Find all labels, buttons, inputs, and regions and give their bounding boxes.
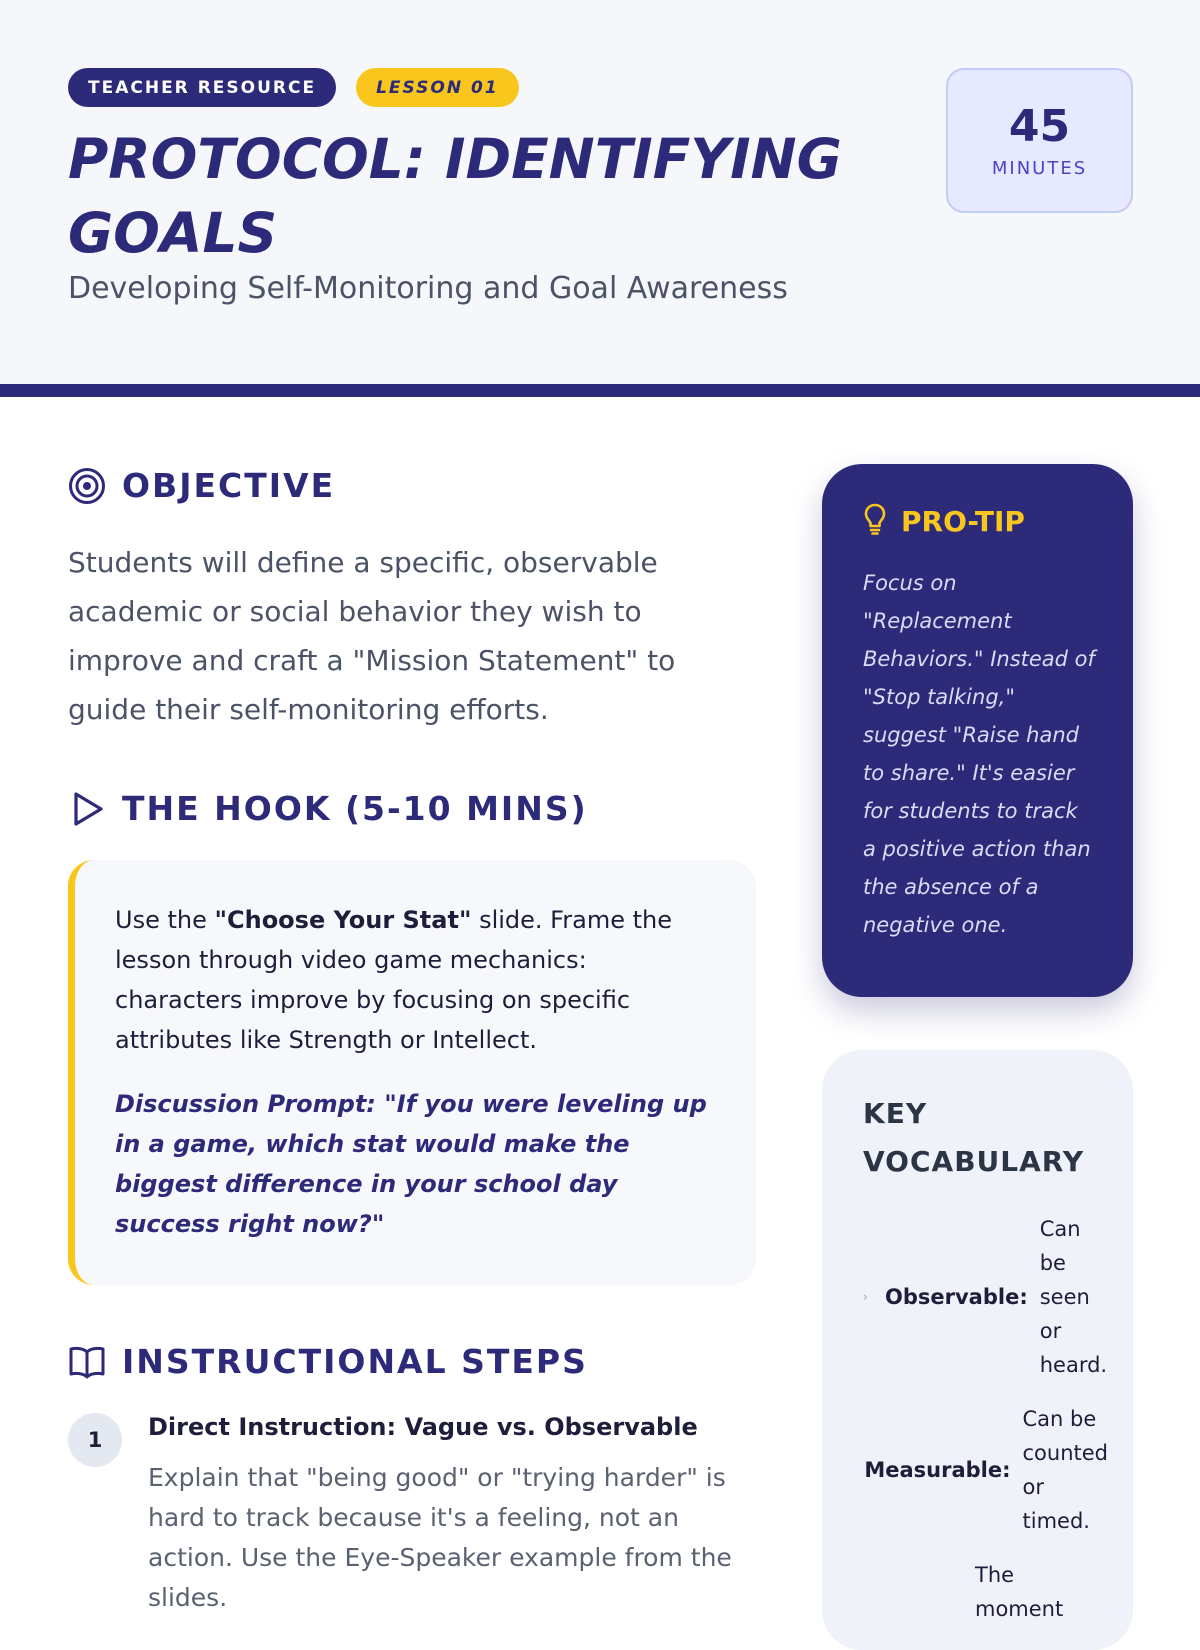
duration-unit: MINUTES (991, 158, 1088, 179)
page-subtitle: Developing Self-Monitoring and Goal Awareness (68, 271, 788, 306)
steps-heading (68, 1342, 588, 1381)
duration-value: 45 (1008, 101, 1071, 152)
key-vocabulary-card (822, 1050, 1133, 1650)
step-description-1: Explain that "being good" or "trying harder" is hard to track because it's a feeling, not an action. Use the Eye-Speaker example from the slides. (148, 1463, 732, 1612)
pro-tip-heading (863, 502, 1095, 540)
hook-heading (68, 789, 588, 828)
vocab-definition: The moment (975, 1563, 1064, 1621)
teacher-resource-badge: TEACHER RESOURCE (68, 68, 336, 107)
discussion-prompt: Discussion Prompt: "If you were leveling up in a game, which stat would make the biggest difference in your school day success right now?" (115, 1090, 707, 1238)
header-divider (0, 384, 1200, 397)
target-icon (68, 467, 106, 505)
vocab-term: Observable: (885, 1285, 1028, 1309)
vocabulary-title: KEY VOCABULARY (863, 1097, 1085, 1178)
page-header (0, 0, 1200, 385)
vocab-item (863, 1558, 1108, 1626)
vocab-term: Measurable: (864, 1458, 1011, 1482)
hook-text-before: Use the (115, 906, 215, 934)
vocab-definition: Can be counted or timed. (1022, 1407, 1108, 1533)
pro-tip-text: Focus on "Replacement Behaviors." Instead of "Stop talking," suggest "Raise hand to share." It's easier for students to track a positive action than the absence of a negative one. (863, 571, 1095, 937)
vocab-definition: Can be seen or heard. (1039, 1217, 1108, 1377)
objective-text: Students will define a specific, observable academic or social behavior they wish to improve and craft a "Mission Statement" to guide their self-monitoring efforts. (68, 546, 676, 726)
steps-heading-label: INSTRUCTIONAL STEPS (122, 1342, 588, 1381)
hook-card (68, 860, 756, 1285)
book-icon (68, 1343, 106, 1381)
pro-tip-card (822, 464, 1133, 997)
hook-slide-name: "Choose Your Stat" (214, 906, 472, 934)
hook-heading-label: THE HOOK (5-10 MINS) (122, 789, 588, 828)
vocab-item (863, 1212, 1108, 1382)
duration-box (946, 68, 1133, 213)
objective-heading (68, 466, 335, 505)
vocab-item (863, 1402, 1108, 1538)
hook-text (115, 900, 716, 1060)
objective-heading-label: OBJECTIVE (122, 466, 336, 505)
bullet-icon: › (863, 1290, 868, 1304)
step-number-1: 1 (68, 1413, 122, 1467)
pro-tip-title: PRO-TIP (901, 504, 1025, 538)
play-icon (68, 790, 106, 828)
hook-text-after: slide. Frame the lesson through video game mechanics: characters improve by focusing on specific attributes like Strength or Intellect. (115, 906, 672, 1054)
step-title-1: Direct Instruction: Vague vs. Observable (148, 1413, 698, 1441)
lightbulb-icon (863, 502, 887, 540)
badge-row (68, 68, 519, 107)
page-title: PROTOCOL: IDENTIFYING GOALS (68, 127, 842, 265)
lesson-badge: LESSON 01 (356, 68, 519, 107)
